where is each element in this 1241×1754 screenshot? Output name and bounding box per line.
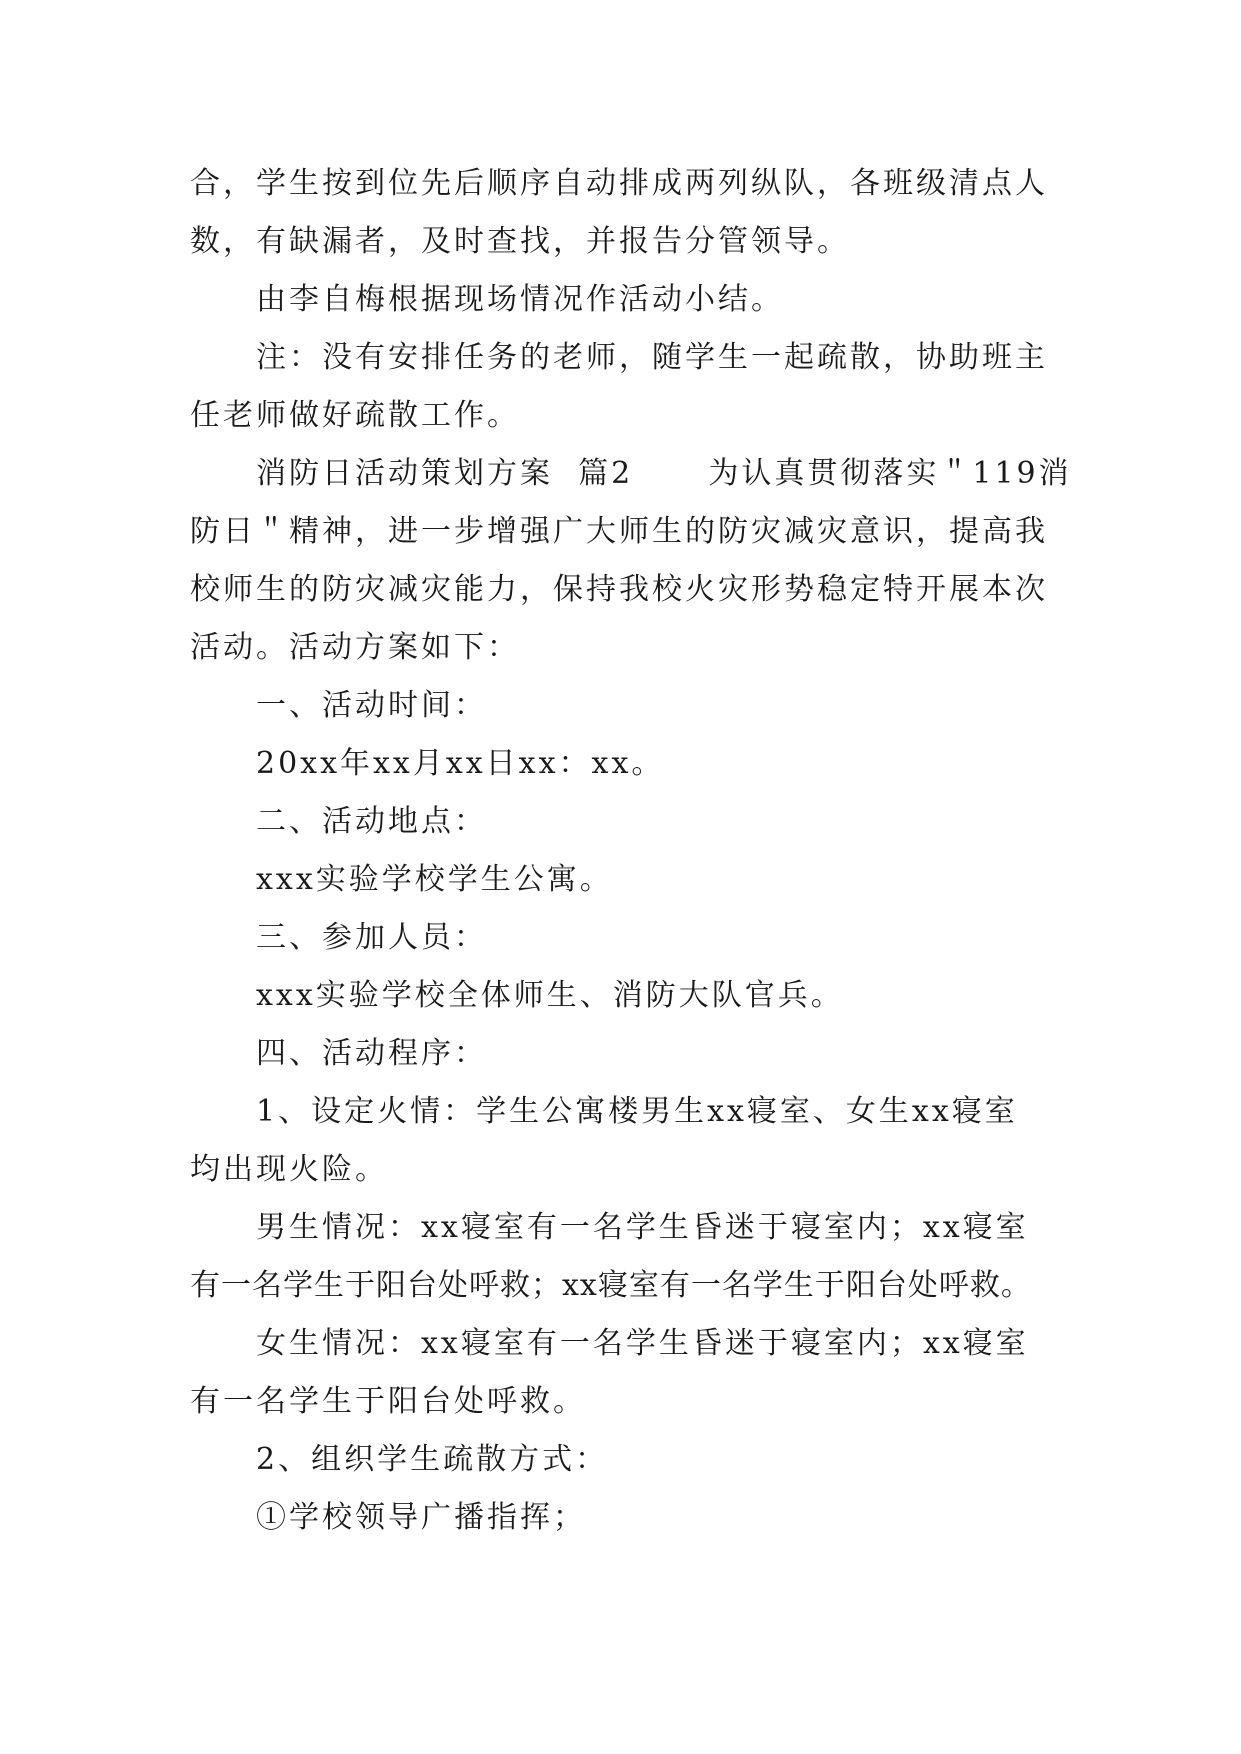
paragraph-line: 均出现火险。 [190,1152,388,1187]
document-body [190,155,1072,1547]
paragraph-line: 男生情况：xx寝室有一名学生昏迷于寝室内；xx寝室 [256,1210,1029,1245]
paragraph-line: 由李自梅根据现场情况作活动小结。 [256,282,784,317]
section-heading-line: 消防日活动策划方案 篇2 为认真贯彻落实＂119消 [256,456,1072,491]
paragraph-line: 1、设定火情：学生公寓楼男生xx寝室、女生xx寝室 [256,1094,1018,1129]
paragraph-line: 活动。活动方案如下： [190,630,520,665]
paragraph-line: ①学校领导广播指挥； [256,1500,586,1535]
paragraph-line: 数，有缺漏者，及时查找，并报告分管领导。 [190,224,850,259]
list-heading: 一、活动时间： [256,688,487,723]
paragraph-line: 有一名学生于阳台处呼救。 [190,1384,586,1419]
paragraph-line: 2、组织学生疏散方式： [256,1442,609,1477]
paragraph-line: 校师生的防灾减灾能力，保持我校火灾形势稳定特开展本次 [190,572,1048,607]
list-heading: 三、参加人员： [256,920,487,955]
paragraph-line: xxx实验学校学生公寓。 [256,862,613,897]
list-heading: 四、活动程序： [256,1036,487,1071]
paragraph-line: 注：没有安排任务的老师，随学生一起疏散，协助班主 [256,340,1048,375]
paragraph-line: 有一名学生于阳台处呼救；xx寝室有一名学生于阳台处呼救。 [190,1268,1032,1303]
paragraph-line: 任老师做好疏散工作。 [190,398,520,433]
paragraph-line: xxx实验学校全体师生、消防大队官兵。 [256,978,844,1013]
paragraph-line: 合，学生按到位先后顺序自动排成两列纵队，各班级清点人 [190,166,1048,201]
paragraph-line: 20xx年xx月xx日xx：xx。 [256,746,665,781]
paragraph-line: 女生情况：xx寝室有一名学生昏迷于寝室内；xx寝室 [256,1326,1029,1361]
list-heading: 二、活动地点： [256,804,487,839]
paragraph-line: 防日＂精神，进一步增强广大师生的防灾减灾意识，提高我 [190,514,1048,549]
